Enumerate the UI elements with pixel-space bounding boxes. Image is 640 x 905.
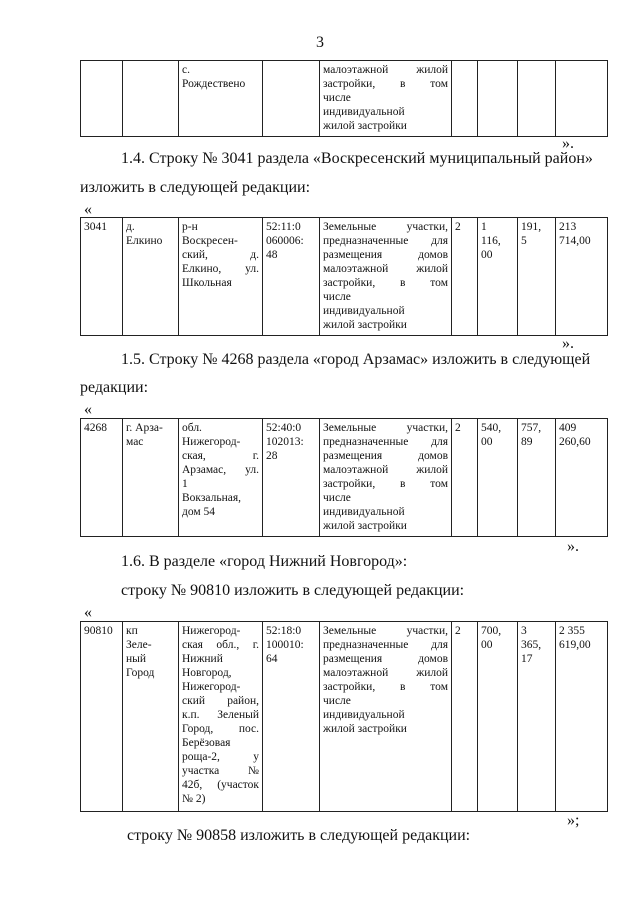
cell-text: д.: [250, 249, 259, 261]
close-quote-1-5: ».: [567, 538, 579, 555]
cell-address: [179, 419, 263, 537]
cell-text: 52:18:0: [266, 625, 302, 637]
cell-text: 714,00: [559, 235, 591, 247]
cell-text: индивидуальной: [323, 106, 405, 118]
table-row: [81, 622, 608, 812]
cell-text: Город: [126, 667, 155, 679]
open-quote-1-6: «: [84, 604, 92, 621]
cell-text: числе: [323, 92, 351, 104]
cell-value: [556, 218, 608, 336]
cell-text: Берёзовая: [182, 737, 231, 749]
cell-rate: [518, 419, 556, 537]
cell-text: дом 54: [182, 506, 216, 518]
table-continuation: [80, 60, 608, 137]
cell-text: р-н: [182, 221, 198, 233]
cell-class: [452, 218, 478, 336]
cell-text: 42б, (участок: [182, 779, 259, 791]
cell-text: индивидуальной: [323, 305, 405, 317]
text-line: [323, 63, 448, 77]
cell-text: числе: [323, 291, 351, 303]
section-1-6-line1: 1.6. В разделе «город Нижний Новгород»:: [121, 553, 408, 570]
cell-text: размещения домов: [323, 450, 448, 462]
cell-area: [478, 622, 518, 812]
cell-purpose: [320, 622, 452, 812]
cell-text: Рождествено: [182, 78, 246, 90]
cell-text: индивидуальной: [323, 506, 405, 518]
cell-text: 4268: [84, 422, 107, 434]
cell-text: 64: [266, 653, 278, 665]
cell-text: № 2): [182, 793, 206, 805]
cell-text: Арзамас,: [182, 464, 227, 476]
table-3041: [80, 217, 608, 336]
cell-text: 2: [455, 625, 461, 637]
cell-cadastral: [263, 218, 320, 336]
cell-rate: [518, 61, 556, 137]
cell-text: 700,: [481, 625, 502, 637]
cell-text: 102013:: [266, 436, 304, 448]
cell-text: ская,: [182, 450, 206, 462]
cell-text: Земельные участки,: [323, 625, 448, 637]
cell-text: 100010:: [266, 639, 304, 651]
cell-locality: [123, 218, 179, 336]
cell-text: обл.: [182, 422, 202, 434]
cell-value: [556, 622, 608, 812]
cell-text: 90810: [84, 625, 113, 637]
cell-text: индивидуальной: [323, 709, 405, 721]
cell-locality: [179, 61, 263, 137]
table-row: [81, 61, 608, 137]
cell-text: 2: [455, 221, 461, 233]
cell-text: 3041: [84, 221, 107, 233]
section-1-4-line1: 1.4. Строку № 3041 раздела «Воскресенский муниципальный район»: [121, 150, 593, 167]
cell-text: 757,: [521, 422, 542, 434]
cell-text: Елкино,: [182, 263, 222, 275]
cell-text: 619,00: [559, 639, 591, 651]
cell-text: числе: [323, 695, 351, 707]
cell-text: ский,: [182, 249, 208, 261]
page-number: 3: [316, 34, 324, 51]
cell-text: 52:40:0: [266, 422, 302, 434]
cell-text: размещения домов: [323, 249, 448, 261]
cell-text: Елкино: [126, 235, 163, 247]
cell-text: Нижегород-: [182, 625, 241, 637]
section-1-4-line2: изложить в следующей редакции:: [80, 179, 311, 196]
cell-area: [478, 218, 518, 336]
cell-text: жилой застройки: [323, 120, 407, 132]
cell-text: 365,: [521, 639, 542, 651]
open-quote-1-5: «: [84, 401, 92, 418]
cell-text: том: [430, 78, 448, 90]
table-row: [81, 419, 608, 537]
cell-text: жилой: [416, 64, 448, 76]
cell-text: Вокзальная,: [182, 492, 242, 504]
cell-text: размещения домов: [323, 653, 448, 665]
cell-text: предназначенные для: [323, 639, 448, 651]
cell-text: 540,: [481, 422, 502, 434]
cell-text: 2 355: [559, 625, 585, 637]
cell-text: малоэтажной жилой: [323, 464, 448, 476]
close-quote-1-6: »;: [567, 812, 580, 829]
cell-value: [556, 419, 608, 537]
cell-purpose: [320, 419, 452, 537]
cell-locality-empty: [123, 61, 179, 137]
cell-text: застройки,: [323, 78, 376, 90]
cell-address: [179, 622, 263, 812]
cell-text: мас: [126, 436, 144, 448]
cell-text: 1: [481, 221, 487, 233]
cell-text: жилой застройки: [323, 319, 407, 331]
cell-text: с.: [182, 64, 190, 76]
cell-text: участка №: [182, 765, 259, 777]
cell-text: 116,: [481, 235, 501, 247]
cell-text: жилой застройки: [323, 723, 407, 735]
cell-text: роща-2, у: [182, 751, 259, 763]
cell-text: в: [400, 78, 406, 90]
cell-text: предназначенные для: [323, 235, 448, 247]
cell-text: 409: [559, 422, 577, 434]
cell-text: ул.: [245, 263, 259, 275]
cell-text: 00: [481, 436, 493, 448]
cell-cadastral: [263, 419, 320, 537]
cell-text: г. Арза-: [126, 422, 163, 434]
cell-text: малоэтажной жилой: [323, 667, 448, 679]
cell-text: 5: [521, 235, 527, 247]
text-line: [182, 449, 259, 463]
text-line: [182, 262, 259, 276]
cell-text: г.: [252, 450, 259, 462]
cell-num: [81, 622, 123, 812]
table-row: [81, 218, 608, 336]
close-quote-0: ».: [562, 135, 574, 152]
cell-text: 213: [559, 221, 577, 233]
section-1-5-line2: редакции:: [80, 379, 149, 396]
cell-area: [478, 61, 518, 137]
cell-rate: [518, 622, 556, 812]
cell-text: Нижегород-: [182, 436, 241, 448]
cell-text: 89: [521, 436, 533, 448]
cell-text: 3: [521, 625, 527, 637]
cell-text: 260,60: [559, 436, 591, 448]
cell-cadastral: [263, 61, 320, 137]
cell-text: Школьная: [182, 277, 232, 289]
cell-text: Нижегород-: [182, 681, 241, 693]
cell-class: [452, 61, 478, 137]
cell-class: [452, 419, 478, 537]
next-row-line: строку № 90858 изложить в следующей редакции:: [127, 827, 471, 844]
close-quote-1-4: ».: [562, 335, 574, 352]
cell-text: предназначенные для: [323, 436, 448, 448]
cell-text: кп: [126, 625, 138, 637]
cell-text: ул.: [245, 464, 259, 476]
open-quote-1-4: «: [84, 201, 92, 218]
cell-text: Воскресен-: [182, 235, 238, 247]
cell-text: 52:11:0: [266, 221, 301, 233]
cell-text: застройки, в том: [323, 277, 448, 289]
cell-text: Нижний: [182, 653, 223, 665]
text-line: [182, 463, 259, 477]
cell-area: [478, 419, 518, 537]
text-line: [323, 77, 448, 91]
cell-address: [179, 218, 263, 336]
cell-num: [81, 61, 123, 137]
cell-text: Земельные участки,: [323, 422, 448, 434]
cell-rate: [518, 218, 556, 336]
table-4268: [80, 418, 608, 537]
cell-text: Зеле-: [126, 639, 152, 651]
cell-cadastral: [263, 622, 320, 812]
cell-text: застройки, в том: [323, 681, 448, 693]
table-90810: [80, 621, 608, 812]
cell-text: 28: [266, 450, 278, 462]
cell-text: жилой застройки: [323, 520, 407, 532]
cell-text: 060006:: [266, 235, 304, 247]
cell-text: застройки, в том: [323, 478, 448, 490]
cell-text: Новгород,: [182, 667, 232, 679]
cell-text: Город, пос.: [182, 723, 259, 735]
cell-text: 17: [521, 653, 533, 665]
cell-text: ный: [126, 653, 147, 665]
cell-purpose: [320, 61, 452, 137]
cell-text: д.: [126, 221, 135, 233]
cell-text: малоэтажной: [323, 64, 389, 76]
cell-num: [81, 218, 123, 336]
cell-class: [452, 622, 478, 812]
section-1-6-line2: строку № 90810 изложить в следующей редакции:: [121, 582, 465, 599]
cell-text: 2: [455, 422, 461, 434]
cell-text: 48: [266, 249, 278, 261]
cell-locality: [123, 419, 179, 537]
cell-text: 00: [481, 249, 493, 261]
cell-text: числе: [323, 492, 351, 504]
cell-text: 1: [182, 478, 188, 490]
text-line: [182, 248, 259, 262]
cell-value: [556, 61, 608, 137]
cell-text: к.п. Зеленый: [182, 709, 259, 721]
cell-text: ский район,: [182, 695, 259, 707]
cell-num: [81, 419, 123, 537]
cell-text: ская обл., г.: [182, 639, 259, 651]
section-1-5-line1: 1.5. Строку № 4268 раздела «город Арзамас» изложить в следующей: [121, 351, 591, 368]
cell-text: Земельные участки,: [323, 221, 448, 233]
cell-purpose: [320, 218, 452, 336]
cell-text: 00: [481, 639, 493, 651]
cell-text: малоэтажной жилой: [323, 263, 448, 275]
cell-locality: [123, 622, 179, 812]
cell-text: 191,: [521, 221, 542, 233]
